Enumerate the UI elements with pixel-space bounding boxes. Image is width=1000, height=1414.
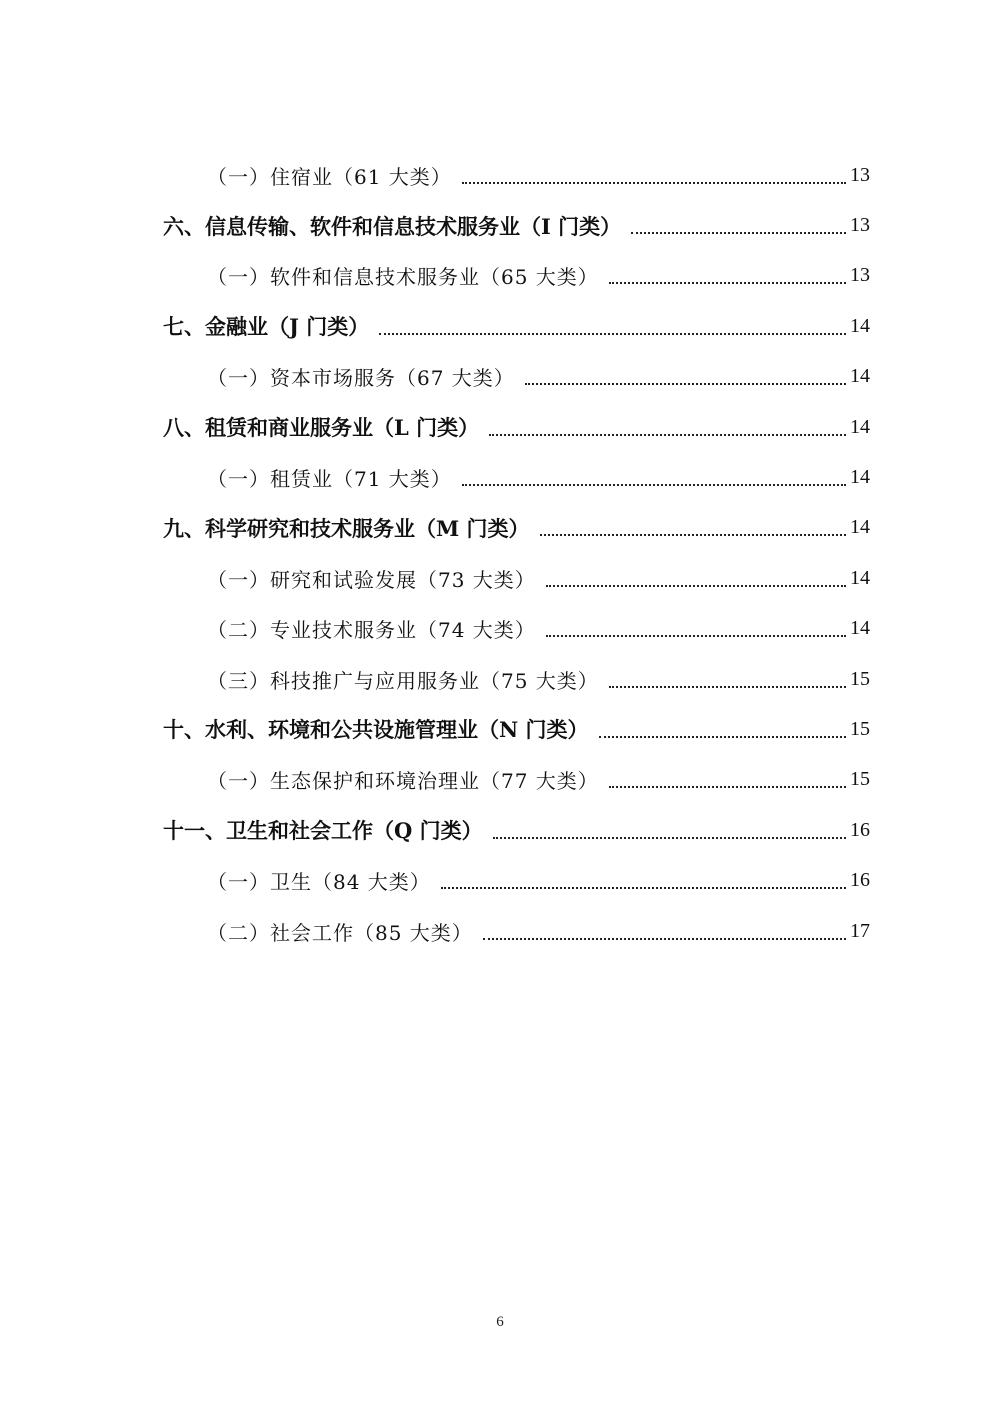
- toc-entry-title: （三）科技推广与应用服务业（75 大类）: [207, 668, 599, 693]
- toc-dot-leader: [379, 332, 846, 335]
- toc-dot-leader: [631, 231, 846, 234]
- toc-entry-page-number: 16: [850, 869, 870, 892]
- toc-entry-title: 十、水利、环境和公共设施管理业（N 门类）: [163, 717, 589, 743]
- toc-subsection-entry[interactable]: [0, 553, 1000, 603]
- toc-section-entry[interactable]: [0, 301, 1000, 351]
- toc-dot-leader: [609, 281, 846, 284]
- toc-entry-title: 十一、卫生和社会工作（Q 门类）: [163, 818, 483, 844]
- toc-entry-page-number: 14: [850, 365, 870, 388]
- toc-entry-page-number: 15: [850, 667, 870, 690]
- toc-dot-leader: [540, 533, 846, 536]
- toc-entry-page-number: 13: [850, 163, 870, 186]
- toc-entry-title: （二）社会工作（85 大类）: [207, 920, 473, 945]
- toc-dot-leader: [483, 937, 846, 940]
- toc-entry-page-number: 15: [850, 768, 870, 791]
- toc-entry-title: （一）卫生（84 大类）: [207, 870, 431, 895]
- toc-section-entry[interactable]: [0, 805, 1000, 855]
- toc-entry-title: （一）资本市场服务（67 大类）: [207, 366, 515, 391]
- toc-entry-title: 六、信息传输、软件和信息技术服务业（I 门类）: [163, 213, 622, 239]
- toc-dot-leader: [462, 483, 846, 486]
- toc-dot-leader: [493, 836, 846, 839]
- table-of-contents: [0, 150, 1000, 956]
- toc-entry-page-number: 15: [850, 717, 870, 740]
- page-number: 6: [496, 1314, 504, 1330]
- toc-entry-page-number: 14: [850, 466, 870, 489]
- toc-subsection-entry[interactable]: [0, 604, 1000, 654]
- toc-dot-leader: [441, 886, 846, 889]
- toc-entry-title: （二）专业技术服务业（74 大类）: [207, 618, 536, 643]
- toc-subsection-entry[interactable]: [0, 150, 1000, 200]
- toc-section-entry[interactable]: [0, 704, 1000, 754]
- toc-entry-title: 七、金融业（J 门类）: [163, 314, 370, 340]
- toc-dot-leader: [609, 685, 846, 688]
- toc-entry-page-number: 14: [850, 415, 870, 438]
- toc-entry-page-number: 16: [850, 818, 870, 841]
- toc-subsection-entry[interactable]: [0, 452, 1000, 502]
- toc-dot-leader: [489, 433, 846, 436]
- toc-dot-leader: [599, 735, 846, 738]
- toc-subsection-entry[interactable]: [0, 755, 1000, 805]
- toc-dot-leader: [546, 584, 846, 587]
- toc-subsection-entry[interactable]: [0, 654, 1000, 704]
- toc-section-entry[interactable]: [0, 402, 1000, 452]
- toc-entry-page-number: 13: [850, 264, 870, 287]
- toc-section-entry[interactable]: [0, 200, 1000, 250]
- toc-entry-page-number: 17: [850, 919, 870, 942]
- toc-subsection-entry[interactable]: [0, 906, 1000, 956]
- toc-entry-page-number: 14: [850, 516, 870, 539]
- toc-entry-title: 八、租赁和商业服务业（L 门类）: [163, 415, 480, 441]
- toc-dot-leader: [546, 634, 846, 637]
- toc-entry-title: 九、科学研究和技术服务业（M 门类）: [163, 515, 530, 541]
- toc-section-entry[interactable]: [0, 503, 1000, 553]
- toc-entry-page-number: 13: [850, 214, 870, 237]
- toc-entry-page-number: 14: [850, 617, 870, 640]
- toc-entry-title: （一）软件和信息技术服务业（65 大类）: [207, 265, 599, 290]
- toc-entry-title: （一）租赁业（71 大类）: [207, 467, 452, 492]
- toc-entry-page-number: 14: [850, 314, 870, 337]
- toc-dot-leader: [609, 785, 846, 788]
- toc-entry-title: （一）住宿业（61 大类）: [207, 164, 452, 189]
- toc-dot-leader: [525, 382, 846, 385]
- toc-subsection-entry[interactable]: [0, 352, 1000, 402]
- toc-subsection-entry[interactable]: [0, 251, 1000, 301]
- toc-entry-page-number: 14: [850, 566, 870, 589]
- toc-dot-leader: [462, 181, 846, 184]
- toc-entry-title: （一）研究和试验发展（73 大类）: [207, 567, 536, 592]
- toc-entry-title: （一）生态保护和环境治理业（77 大类）: [207, 769, 599, 794]
- toc-subsection-entry[interactable]: [0, 855, 1000, 905]
